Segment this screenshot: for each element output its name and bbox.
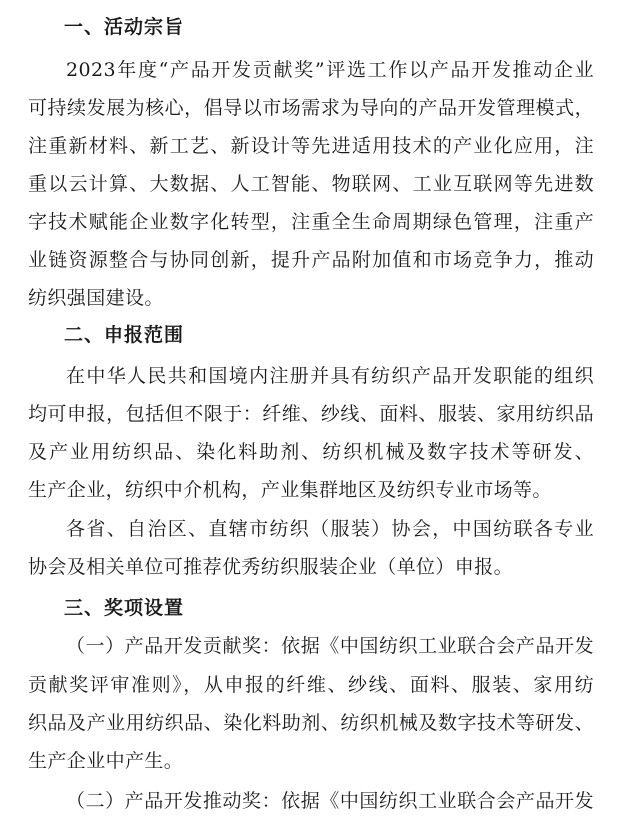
section-heading-purpose: 一、活动宗旨 <box>64 16 185 38</box>
section-heading-awards: 三、奖项设置 <box>64 597 185 619</box>
paragraph-line: 均可申报，包括但不限于：纤维、纱线、面料、服装、家用纺织品 <box>28 403 594 425</box>
paragraph-line: 注重新材料、新工艺、新设计等先进适用技术的产业化应用，注 <box>28 135 594 157</box>
paragraph-line: 及产业用纺织品、染化料助剂、纺织机械及数字技术等研发、 <box>28 441 594 463</box>
paragraph-line: （二）产品开发推动奖：依据《中国纺织工业联合会产品开发 <box>66 790 594 812</box>
section-heading-scope: 二、申报范围 <box>64 324 185 346</box>
paragraph-line: 字技术赋能企业数字化转型，注重全生命周期绿色管理，注重产 <box>28 211 594 233</box>
paragraph-line: 2023年度“产品开发贡献奖”评选工作以产品开发推动企业 <box>66 59 594 81</box>
paragraph-line: 可持续发展为核心，倡导以市场需求为导向的产品开发管理模式， <box>28 97 594 119</box>
paragraph-line: 生产企业，纺织中介机构，产业集群地区及纺织专业市场等。 <box>28 479 552 501</box>
paragraph-line: 在中华人民共和国境内注册并具有纺织产品开发职能的组织 <box>66 365 594 387</box>
paragraph-line: 重以云计算、大数据、人工智能、物联网、工业互联网等先进数 <box>28 173 594 195</box>
paragraph-line: 生产企业中产生。 <box>28 750 184 772</box>
paragraph-line: （一）产品开发贡献奖：依据《中国纺织工业联合会产品开发 <box>66 635 594 657</box>
paragraph-line: 业链资源整合与协同创新，提升产品附加值和市场竞争力，推动 <box>28 249 594 271</box>
paragraph-line: 纺织强国建设。 <box>28 287 164 309</box>
paragraph-line: 贡献奖评审准则》，从申报的纤维、纱线、面料、服装、家用纺 <box>28 674 594 696</box>
paragraph-line: 各省、自治区、直辖市纺织（服装）协会，中国纺联各专业 <box>66 518 594 540</box>
paragraph-line: 织品及产业用纺织品、染化料助剂、纺织机械及数字技术等研发、 <box>28 712 594 734</box>
paragraph-line: 协会及相关单位可推荐优秀纺织服装企业（单位）申报。 <box>28 556 514 578</box>
